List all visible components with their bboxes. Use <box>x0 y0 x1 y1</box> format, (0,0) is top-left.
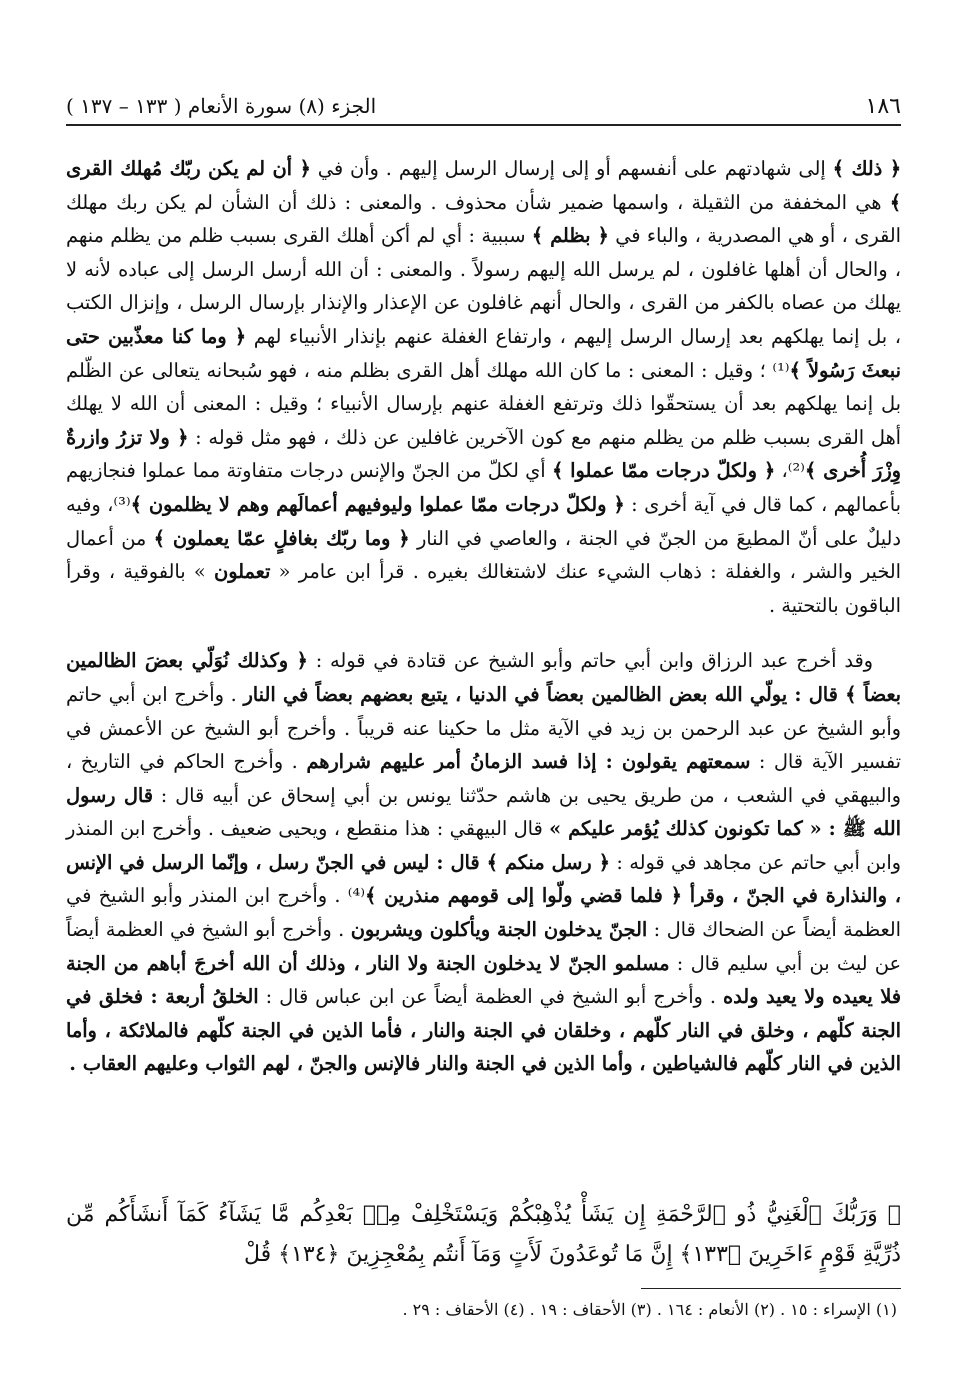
footnote-rule <box>641 1288 901 1289</box>
page-number: ١٨٦ <box>865 94 901 119</box>
bold-quote: ﴿ وما ربّك بغافلٍ عمّا يعملون ﴾ <box>153 526 410 550</box>
text-run: » بالفوقية ، وقرأ الباقون بالتحتية . <box>66 560 901 617</box>
text-run: ⁽¹⁾ ؛ وقيل : المعنى : ما كان الله مهلك أهل القرى بظلم منه ، فهو سُبحانه يتعالى عن الظّلم بل إنما يهلكهم بعد أن يستحقّوا ذلك وترتفع الغفلة عنهم بإرسال الأنبياء ؛ وقيل : المعنى أن الله لا يهلك أهل القرى بسبب ظلم من يظلم منهم مع كون الآخرين غافلين عن ذلك ، فهو مثل قوله : <box>66 358 902 449</box>
text-run: سببية : أي لم أكن أهلك القرى بسبب ظلم من يظلم منهم ، والحال أن أهلها غافلون ، لم يرسل الله إليهم رسولاً . والمعنى : أن الله أرسل الرسل إلى عباده لأنه لا يهلك من عصاه بالكفر من القرى ، والحال أنهم غافلون عن الإعذار والإنذار بإرسال الرسل ، وإنزال الكتب ، بل إنما يهلكهم بعد إرسال الرسل إليهم ، وارتفاع الغفلة عنهم بإنذار الأنبياء لهم <box>66 224 901 348</box>
bold-quote: ﴿ ولا تزرُ وازرةٌ وِزْرَ أُخرى ﴾ <box>66 425 901 483</box>
commentary-paragraph-2 <box>66 644 901 1081</box>
text-run: قال البيهقي : هذا منقطع ، ويحيى ضعيف . وأخرج ابن المنذر وابن أبي حاتم عن مجاهد في قوله : <box>66 817 901 874</box>
bold-quote: ﴿ ذلك ﴾ <box>832 157 902 180</box>
bold-quote: ﴿ بظلم ﴾ <box>531 224 609 248</box>
text-run: ⁽⁴⁾ . وأخرج ابن المنذر وأبو الشيخ في العظمة أيضاً عن الضحاك قال : <box>66 884 901 942</box>
bold-quote: ﴿ ولكلّ درجات ممّا عملوا ﴾ <box>551 459 776 483</box>
text-run: ⁽³⁾، وفيه دليلٌ على أنّ المطيعَ من الجنّ في الجنة ، والعاصي في النار <box>66 492 902 550</box>
quran-verses: ﴿ وَرَبُّكَ ٱلْغَنِيُّ ذُو ٱلرَّحْمَةِ إِن يَشَأْ يُذْهِبْكُمْ وَيَسْتَخْلِفْ مِنۢ بَعْدِكُم مَّا يَشَآءُ كَمَآ أَنشَأَكُم مِّن ذُرِّيَّةِ قَوْمٍ ءَاخَرِينَ ﴿١٣٣﴾ إِنَّ مَا تُوعَدُونَ لَأَتٍ وَمَآ أَنتُم بِمُعْجِزِينَ ﴿١٣٤﴾ قُلْ <box>66 1202 901 1267</box>
commentary-paragraph-1 <box>66 152 901 622</box>
bold-quote: سمعتهم يقولون : إذا فسد الزمانُ أمر عليهم شرارهم <box>306 750 751 774</box>
text-run: من أعمال الخير والشر ، والغفلة : ذهاب الشيء عنك لاشتغالك بغيره . قرأ ابن عامر « <box>66 526 902 584</box>
text-run: إلى شهادتهم على أنفسهم أو إلى إرسال الرسل إليهم . وأن في <box>310 157 833 180</box>
text-run: هي المخففة من الثقيلة ، واسمها ضمير شأن محذوف . والمعنى : ذلك أن الشأن لم يكن ربك مهلك القرى ، أو هي المصدرية ، والباء في <box>66 190 901 248</box>
text-run: . وأخرج أبو الشيخ في العظمة أيضاً عن ليث بن أبي سليم قال : <box>66 918 901 975</box>
text-run: ⁽²⁾، <box>775 459 805 483</box>
text-run: وقد أخرج عبد الرزاق وابن أبي حاتم وأبو الشيخ عن قتادة في قوله : <box>307 649 873 673</box>
footnotes: (١) الإسراء : ١٥ . (٢) الأنعام : ١٦٤ . (٣) الأحقاف : ١٩ . (٤) الأحقاف : ٢٩ . <box>402 1300 897 1319</box>
bold-quote: ﴿ وما كنا معذّبين حتى نبعثَ رَسُولاً ﴾ <box>66 324 901 382</box>
text-run: . وأخرج أبو الشيخ في العظمة أيضاً عن ابن عباس قال : <box>258 985 723 1009</box>
bold-quote: ﴿ أن لم يكن ربّك مُهلك القرى ﴾ <box>66 157 901 214</box>
bold-quote: الجنّ يدخلون الجنة ويأكلون ويشربون <box>350 918 648 942</box>
text-run: . وأخرج ابن أبي حاتم وأبو الشيخ عن عبد الرحمن بن زيد في الآية مثل ما حكينا عنه قريباً . وأخرج أبو الشيخ عن الأعمش في تفسير الآية قال : <box>66 682 901 774</box>
bold-quote: قال رسول الله ﷺ : « كما تكونون كذلك يُؤمر عليكم » <box>66 783 901 841</box>
bold-quote: ﴿ رسل منكم ﴾ قال : ليس في الجنّ رسل ، وإنّما الرسل في الإنس ، والنذارة في الجنّ ، وقرأ ﴿ فلما قضي ولّوا إلى قومهم منذرين ﴾ <box>66 850 901 908</box>
text-run: أي لكلّ من الجنّ والإنس درجات متفاوتة مما عملوا فنجازيهم بأعمالهم ، كما قال في آية أخرى : <box>66 459 901 516</box>
page-header <box>66 92 901 122</box>
bold-quote: تعملون <box>214 560 271 584</box>
text-run: . وأخرج الحاكم في التاريخ ، والبيهقي في الشعب ، من طريق يحيى بن هاشم حدّثنا يونس بن أبي إسحاق عن أبيه قال : <box>66 750 901 807</box>
bold-quote: ﴿ ولكلّ درجات ممّا عملوا وليوفيهم أعمالَهم وهم لا يظلمون ﴾ <box>130 492 625 516</box>
bold-quote: ﴿ وكذلك نُوَلّي بعضَ الظالمين بعضاً ﴾ قال : يولّي الله بعض الظالمين بعضاً في الدنيا ، يتبع بعضهم بعضاً في النار <box>66 649 901 706</box>
commentary-body <box>66 152 901 1081</box>
bold-quote: الخلقُ أربعة : فخلق في الجنة كلّهم ، وخلق في النار كلّهم ، وخلقان في الجنة والنار ، فأما الذين في الجنة كلّهم فالملائكة ، وأما الذين في النار كلّهم فالشياطين ، وأما الذين في الجنة والنار فالإنس والجنّ ، لهم الثواب وعليهم العقاب . <box>66 985 901 1076</box>
bold-quote: مسلمو الجنّ لا يدخلون الجنة ولا النار ، وذلك أن الله أخرجَ أباهم من الجنة فلا يعيده ولا يعيد ولده <box>66 951 901 1009</box>
running-title: الجزء (٨) سورة الأنعام ( ١٣٣ – ١٣٧ ) <box>66 94 377 118</box>
header-rule <box>66 124 901 126</box>
